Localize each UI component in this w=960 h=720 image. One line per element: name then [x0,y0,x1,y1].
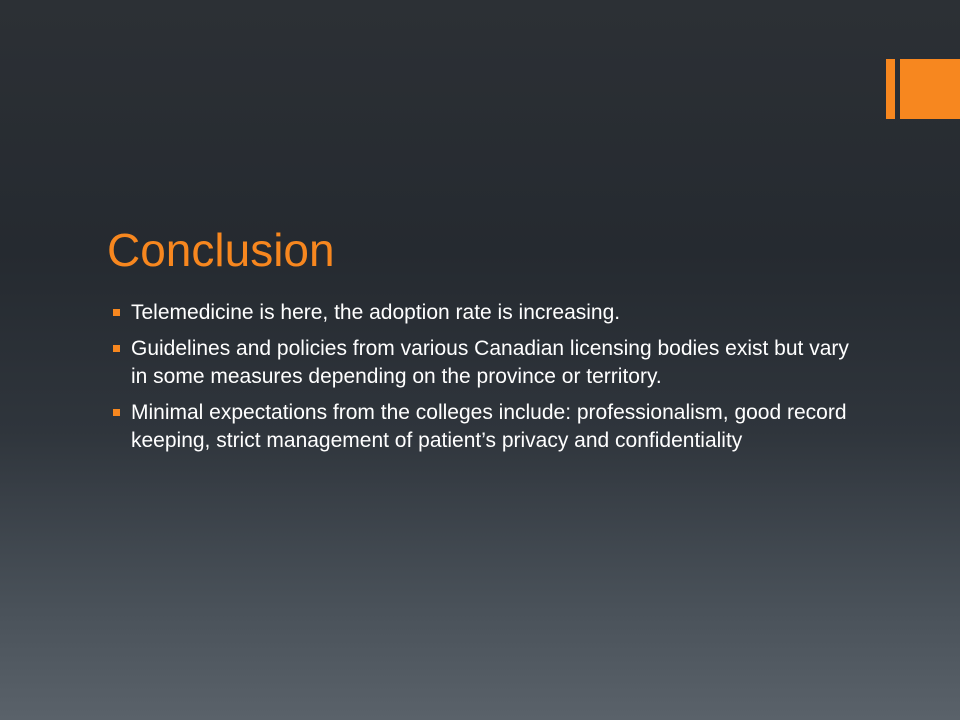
accent-block [900,59,960,119]
square-bullet-icon [113,309,120,316]
bullet-text: Telemedicine is here, the adoption rate is increasing. [131,301,621,324]
square-bullet-icon [113,345,120,352]
bullet-item [112,299,852,327]
bullet-text: Guidelines and policies from various Canadian licensing bodies exist but vary in some measures depending on the province or territory. [131,337,849,388]
bullet-text: Minimal expectations from the colleges include: professionalism, good record keeping, strict management of patient’s privacy and confidentiality [131,401,847,452]
slide-title: Conclusion [107,224,335,276]
bullet-item [112,399,852,455]
bullet-item [112,335,852,391]
square-bullet-icon [113,409,120,416]
bullet-list [112,299,852,463]
accent-bar-thin [886,59,895,119]
